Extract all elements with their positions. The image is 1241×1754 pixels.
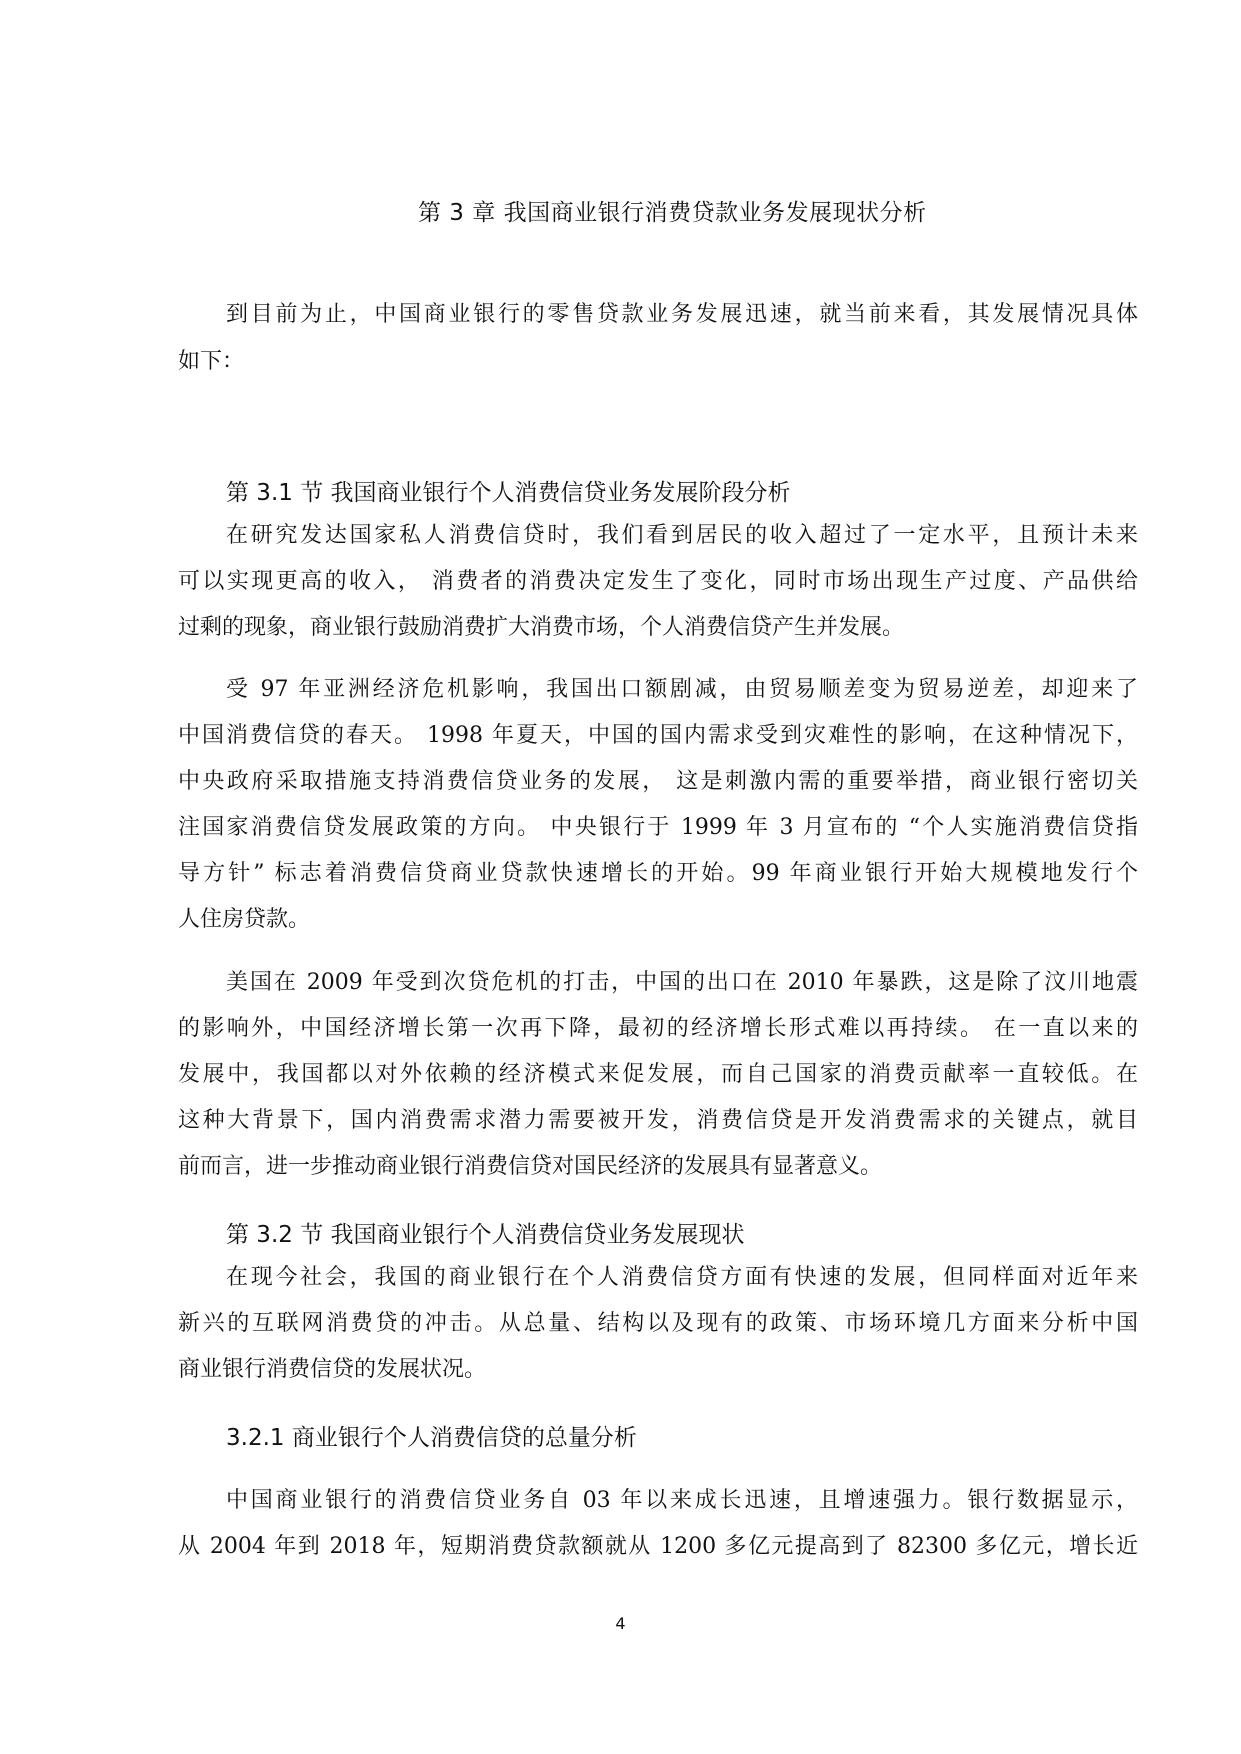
paragraph-line: 受 97 年亚洲经济危机影响，我国出口额剧减，由贸易顺差变为贸易逆差，却迎来了 [226, 677, 1138, 702]
paragraph-line: 过剩的现象，商业银行鼓励消费扩大消费市场，个人消费信贷产生并发展。 [178, 615, 905, 640]
paragraph-line: 到目前为止，中国商业银行的零售贷款业务发展迅速，就当前来看，其发展情况具体 [226, 302, 1138, 327]
paragraph-line: 导方针” 标志着消费信贷商业贷款快速增长的开始。99 年商业银行开始大规模地发行个 [178, 861, 1138, 886]
paragraph-line: 如下： [178, 349, 245, 374]
paragraph-line: 这种大背景下，国内消费需求潜力需要被开发，消费信贷是开发消费需求的关键点，就目 [178, 1108, 1138, 1133]
paragraph-line: 新兴的互联网消费贷的冲击。从总量、结构以及现有的政策、市场环境几方面来分析中国 [178, 1311, 1138, 1336]
paragraph-line: 商业银行消费信贷的发展状况。 [178, 1357, 487, 1382]
paragraph-line: 可以实现更高的收入， 消费者的消费决定发生了变化，同时市场出现生产过度、产品供给 [178, 569, 1138, 594]
paragraph-line: 中国商业银行的消费信贷业务自 03 年以来成长迅速，且增速强力。银行数据显示， [226, 1488, 1138, 1513]
paragraph-line: 人住房贷款。 [178, 907, 311, 932]
paragraph-line: 中国消费信贷的春天。 1998 年夏天，中国的国内需求受到灾难性的影响，在这种情况下， [178, 723, 1138, 748]
chapter-title: 第 3 章 我国商业银行消费贷款业务发展现状分析 [418, 200, 927, 226]
paragraph-line: 前而言，进一步推动商业银行消费信贷对国民经济的发展具有显著意义。 [178, 1154, 883, 1179]
paragraph-line: 注国家消费信贷发展政策的方向。 中央银行于 1999 年 3 月宣布的 “个人实施消费信贷指 [178, 815, 1138, 840]
paragraph-line: 在研究发达国家私人消费信贷时，我们看到居民的收入超过了一定水平，且预计未来 [226, 523, 1138, 548]
section-heading-3-2: 第 3.2 节 我国商业银行个人消费信贷业务发展现状 [226, 1222, 745, 1248]
paragraph-line: 从 2004 年到 2018 年，短期消费贷款额就从 1200 多亿元提高到了 82300 多亿元，增长近 [178, 1534, 1138, 1559]
paragraph-line: 在现今社会，我国的商业银行在个人消费信贷方面有快速的发展，但同样面对近年来 [226, 1265, 1138, 1290]
paragraph-line: 的影响外，中国经济增长第一次再下降，最初的经济增长形式难以再持续。 在一直以来的 [178, 1016, 1138, 1041]
section-heading-3-1: 第 3.1 节 我国商业银行个人消费信贷业务发展阶段分析 [226, 480, 791, 506]
paragraph-line: 发展中，我国都以对外依赖的经济模式来促发展，而自己国家的消费贡献率一直较低。在 [178, 1062, 1138, 1087]
subsection-heading-3-2-1: 3.2.1 商业银行个人消费信贷的总量分析 [226, 1425, 637, 1451]
page-number: 4 [615, 1614, 626, 1633]
paragraph-line: 中央政府采取措施支持消费信贷业务的发展， 这是刺激内需的重要举措，商业银行密切关 [178, 769, 1138, 794]
paragraph-line: 美国在 2009 年受到次贷危机的打击，中国的出口在 2010 年暴跌，这是除了汶川地震 [226, 970, 1138, 995]
